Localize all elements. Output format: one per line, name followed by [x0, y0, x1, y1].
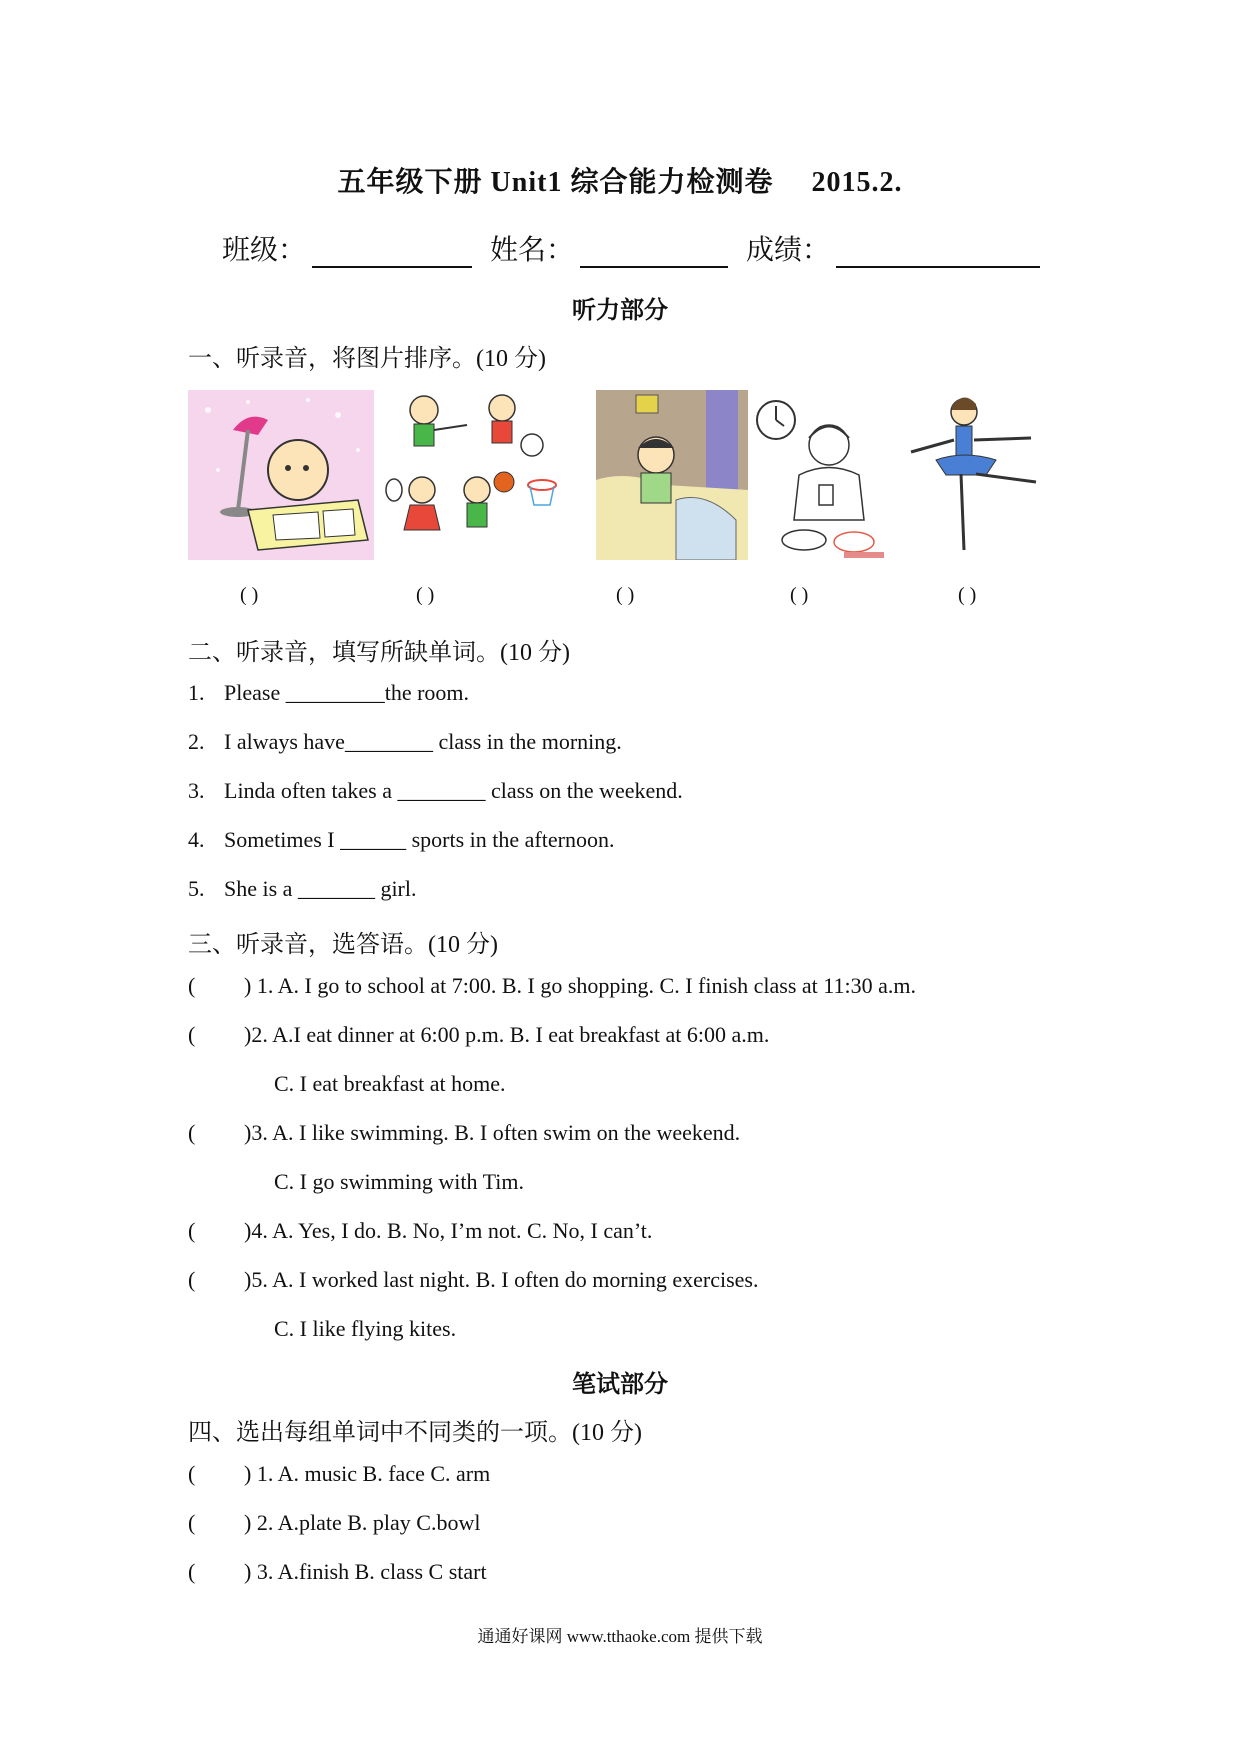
- q2-heading: 二、听录音，填写所缺单词。(10 分): [188, 640, 570, 666]
- q2-item-text: Please _________the room.: [224, 680, 470, 705]
- q3-line: C. I go swimming with Tim.: [274, 1169, 525, 1194]
- q2-item-text: Linda often takes a ________ class on the weekend.: [224, 778, 683, 803]
- title-text: 五年级下册 Unit1 综合能力检测卷: [337, 167, 774, 198]
- q2-item-text: I always have________ class in the morning.: [224, 729, 622, 754]
- q2-item-number: 1.: [188, 680, 205, 705]
- q3-line: )3. A. I like swimming. B. I often swim on the weekend.: [244, 1120, 741, 1145]
- writing-section-title: 笔试部分: [572, 1372, 668, 1398]
- answer-paren[interactable]: (: [188, 1559, 196, 1584]
- class-blank[interactable]: [312, 236, 472, 268]
- answer-paren[interactable]: (: [188, 1022, 196, 1047]
- q3-line: )4. A. Yes, I do. B. No, I’m not. C. No, I can’t.: [244, 1218, 653, 1243]
- q4-heading: 四、选出每组单词中不同类的一项。(10 分): [188, 1420, 642, 1446]
- girl-dancing-ballet-picture: [906, 390, 1048, 560]
- q2-item-text: Sometimes I ______ sports in the afternoon.: [224, 827, 615, 852]
- q4-line: ) 3. A.finish B. class C start: [244, 1559, 487, 1584]
- q2-item-text: She is a _______ girl.: [224, 876, 417, 901]
- q2-item-number: 3.: [188, 778, 205, 803]
- q1-answer-blank[interactable]: ( ): [958, 584, 977, 606]
- boy-getting-up-picture: [596, 390, 748, 560]
- exam-date: 2015.2.: [811, 167, 903, 198]
- q1-answer-blank[interactable]: ( ): [240, 584, 259, 606]
- q1-answer-blank[interactable]: ( ): [616, 584, 635, 606]
- footer-credit: 通通好课网 www.tthaoke.com 提供下载: [477, 1627, 763, 1646]
- q3-line: ) 1. A. I go to school at 7:00. B. I go shopping. C. I finish class at 11:30 a.m.: [244, 973, 916, 998]
- kids-playing-sports-picture: [382, 390, 558, 560]
- q2-item-number: 5.: [188, 876, 205, 901]
- answer-paren[interactable]: (: [188, 1120, 196, 1145]
- name-label: 姓名：: [490, 235, 575, 266]
- answer-paren[interactable]: (: [188, 1510, 196, 1535]
- picture-row: [188, 390, 1048, 570]
- exam-title: [0, 160, 1240, 200]
- answer-paren[interactable]: (: [188, 1218, 196, 1243]
- name-blank[interactable]: [580, 236, 728, 268]
- q4-line: ) 1. A. music B. face C. arm: [244, 1461, 491, 1486]
- student-info-row: [222, 228, 1040, 268]
- q3-line: C. I eat breakfast at home.: [274, 1071, 506, 1096]
- listening-section-title: 听力部分: [572, 298, 668, 324]
- answer-paren[interactable]: (: [188, 1461, 196, 1486]
- q1-answer-blank[interactable]: ( ): [416, 584, 435, 606]
- q2-item-number: 4.: [188, 827, 205, 852]
- q2-item-number: 2.: [188, 729, 205, 754]
- boy-studying-at-desk-picture: [188, 390, 374, 560]
- q1-heading: 一、听录音，将图片排序。(10 分): [188, 346, 546, 372]
- class-label: 班级：: [222, 235, 307, 266]
- answer-paren[interactable]: (: [188, 1267, 196, 1292]
- score-blank[interactable]: [836, 236, 1040, 268]
- answer-paren[interactable]: (: [188, 973, 196, 998]
- q1-answer-blank[interactable]: ( ): [790, 584, 809, 606]
- q3-line: )5. A. I worked last night. B. I often do morning exercises.: [244, 1267, 759, 1292]
- q3-line: C. I like flying kites.: [274, 1316, 457, 1341]
- score-label: 成绩：: [746, 235, 831, 266]
- q3-line: )2. A.I eat dinner at 6:00 p.m. B. I eat breakfast at 6:00 a.m.: [244, 1022, 770, 1047]
- boy-eating-breakfast-picture: [754, 390, 896, 560]
- q3-heading: 三、听录音，选答语。(10 分): [188, 932, 498, 958]
- q4-line: ) 2. A.plate B. play C.bowl: [244, 1510, 481, 1535]
